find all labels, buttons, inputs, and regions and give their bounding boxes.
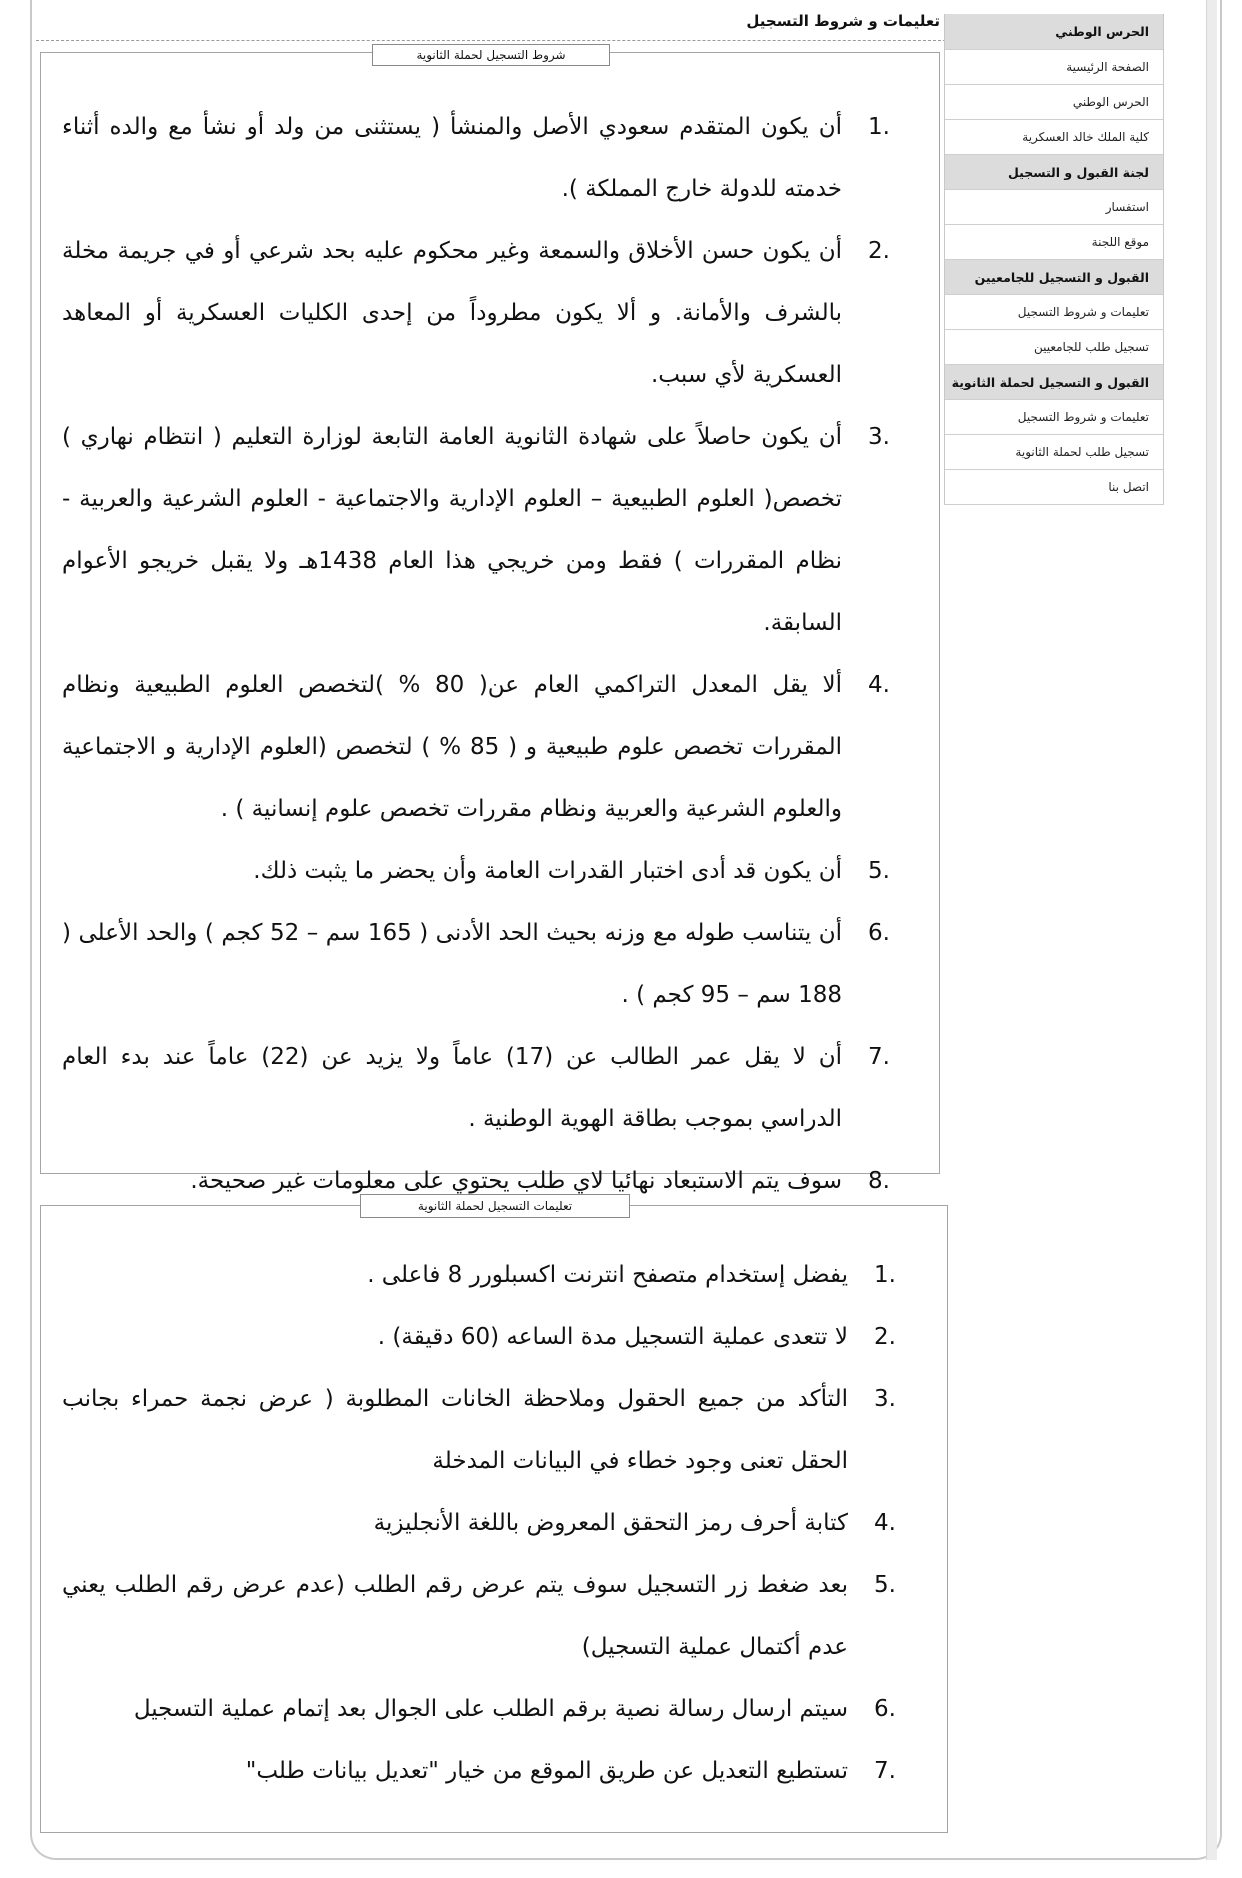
item-number: 2. (874, 1324, 896, 1350)
item-text: بعد ضغط زر التسجيل سوف يتم عرض رقم الطلب (عدم عرض رقم الطلب يعني عدم أكتمال عملية التسجيل) (62, 1572, 848, 1660)
conditions-item (62, 96, 890, 220)
item-number: 5. (874, 1572, 896, 1598)
item-number: 6. (874, 1696, 896, 1722)
vertical-scrollbar[interactable] (1206, 0, 1217, 1860)
item-number: 6. (868, 920, 890, 946)
item-text: أن لا يقل عمر الطالب عن (17) عاماً ولا يزيد عن (22) عاماً عند بدء العام الدراسي بموجب بطاقة الهوية الوطنية . (62, 1044, 843, 1132)
instructions-item (62, 1740, 896, 1802)
item-number: 2. (868, 238, 890, 264)
sidebar-item[interactable]: استفسار (945, 190, 1163, 225)
conditions-item (62, 406, 890, 654)
instructions-legend: تعليمات التسجيل لحملة الثانوية (360, 1194, 630, 1218)
item-number: 3. (868, 424, 890, 450)
item-text: أن يكون حسن الأخلاق والسمعة وغير محكوم عليه بحد شرعي أو في جريمة مخلة بالشرف والأمانة. و ألا يكون مطروداً من إحدى الكليات العسكرية أو المعاهد العسكرية لأي سبب. (62, 238, 842, 388)
sidebar-item[interactable]: موقع اللجنة (945, 225, 1163, 260)
sidebar-section-header: القبول و التسجيل لحملة الثانوية (945, 365, 1163, 400)
item-number: 1. (868, 114, 890, 140)
conditions-item (62, 654, 890, 840)
sidebar-item[interactable]: كلية الملك خالد العسكرية (945, 120, 1163, 155)
sidebar-section-header: الحرس الوطني (945, 14, 1163, 50)
sidebar-item[interactable]: الصفحة الرئيسية (945, 50, 1163, 85)
instructions-item (62, 1678, 896, 1740)
item-text: التأكد من جميع الحقول وملاحظة الخانات المطلوبة ( عرض نجمة حمراء بجانب الحقل تعنى وجود خطاء في البيانات المدخلة (62, 1386, 848, 1474)
sidebar-item[interactable]: اتصل بنا (945, 470, 1163, 505)
instructions-item (62, 1492, 896, 1554)
item-number: 3. (874, 1386, 896, 1412)
item-text: يفضل إستخدام متصفح انترنت اكسبلورر 8 فاعلى . (367, 1262, 848, 1288)
sidebar-item[interactable]: تعليمات و شروط التسجيل (945, 295, 1163, 330)
sidebar-menu (944, 14, 1164, 505)
conditions-list (62, 96, 890, 1212)
item-text: أن يكون قد أدى اختبار القدرات العامة وأن يحضر ما يثبت ذلك. (253, 858, 842, 884)
item-number: 8. (868, 1168, 890, 1194)
item-text: سيتم ارسال رسالة نصية برقم الطلب على الجوال بعد إتمام عملية التسجيل (133, 1696, 848, 1722)
sidebar-section-header: القبول و التسجيل للجامعيين (945, 260, 1163, 295)
item-number: 4. (874, 1510, 896, 1536)
sidebar-item[interactable]: تسجيل طلب للجامعيين (945, 330, 1163, 365)
conditions-legend: شروط التسجيل لحملة الثانوية (372, 44, 610, 66)
sidebar-item[interactable]: تعليمات و شروط التسجيل (945, 400, 1163, 435)
item-number: 7. (868, 1044, 890, 1070)
page-title: تعليمات و شروط التسجيل (746, 12, 940, 30)
sidebar-item[interactable]: تسجيل طلب لحملة الثانوية (945, 435, 1163, 470)
item-text: كتابة أحرف رمز التحقق المعروض باللغة الأنجليزية (373, 1510, 848, 1536)
item-text: أن يتناسب طوله مع وزنه بحيث الحد الأدنى ( 165 سم – 52 كجم ) والحد الأعلى ( 188 سم – 95 كجم ) . (62, 920, 843, 1008)
item-text: ألا يقل المعدل التراكمي العام عن( 80 % )لتخصص العلوم الطبيعية ونظام المقررات تخصص علوم طبيعية و ( 85 % ) لتخصص (العلوم الإدارية و الاجتماعية والعلوم الشرعية والعربية ونظام مقررات تخصص علوم إنسانية ) . (62, 672, 842, 822)
page-header (36, 6, 946, 41)
item-number: 7. (874, 1758, 896, 1784)
sidebar-item[interactable]: الحرس الوطني (945, 85, 1163, 120)
item-text: أن يكون المتقدم سعودي الأصل والمنشأ ( يستثنى من ولد أو نشأ مع والده أثناء خدمته للدولة خارج المملكة ). (62, 114, 842, 202)
item-text: تستطيع التعديل عن طريق الموقع من خيار "تعديل بيانات طلب" (245, 1758, 848, 1784)
instructions-item (62, 1368, 896, 1492)
item-number: 4. (868, 672, 890, 698)
instructions-item (62, 1306, 896, 1368)
item-text: أن يكون حاصلاً على شهادة الثانوية العامة التابعة لوزارة التعليم ( انتظام نهاري ) تخصص( العلوم الطبيعية – العلوم الإدارية والاجتماعية - العلوم الشرعية والعربية - نظام المقررات ) فقط ومن خريجي هذا العام 1438هـ ولا يقبل خريجو الأعوام السابقة. (62, 424, 842, 636)
conditions-item (62, 840, 890, 902)
item-number: 1. (874, 1262, 896, 1288)
item-number: 5. (868, 858, 890, 884)
instructions-list (62, 1244, 896, 1802)
item-text: سوف يتم الاستبعاد نهائيا لاي طلب يحتوي على معلومات غير صحيحة. (190, 1168, 842, 1194)
conditions-item (62, 902, 890, 1026)
instructions-item (62, 1244, 896, 1306)
item-text: لا تتعدى عملية التسجيل مدة الساعه (60 دقيقة) . (377, 1324, 848, 1350)
conditions-item (62, 1026, 890, 1150)
sidebar-section-header: لجنة القبول و التسجيل (945, 155, 1163, 190)
conditions-item (62, 220, 890, 406)
instructions-item (62, 1554, 896, 1678)
